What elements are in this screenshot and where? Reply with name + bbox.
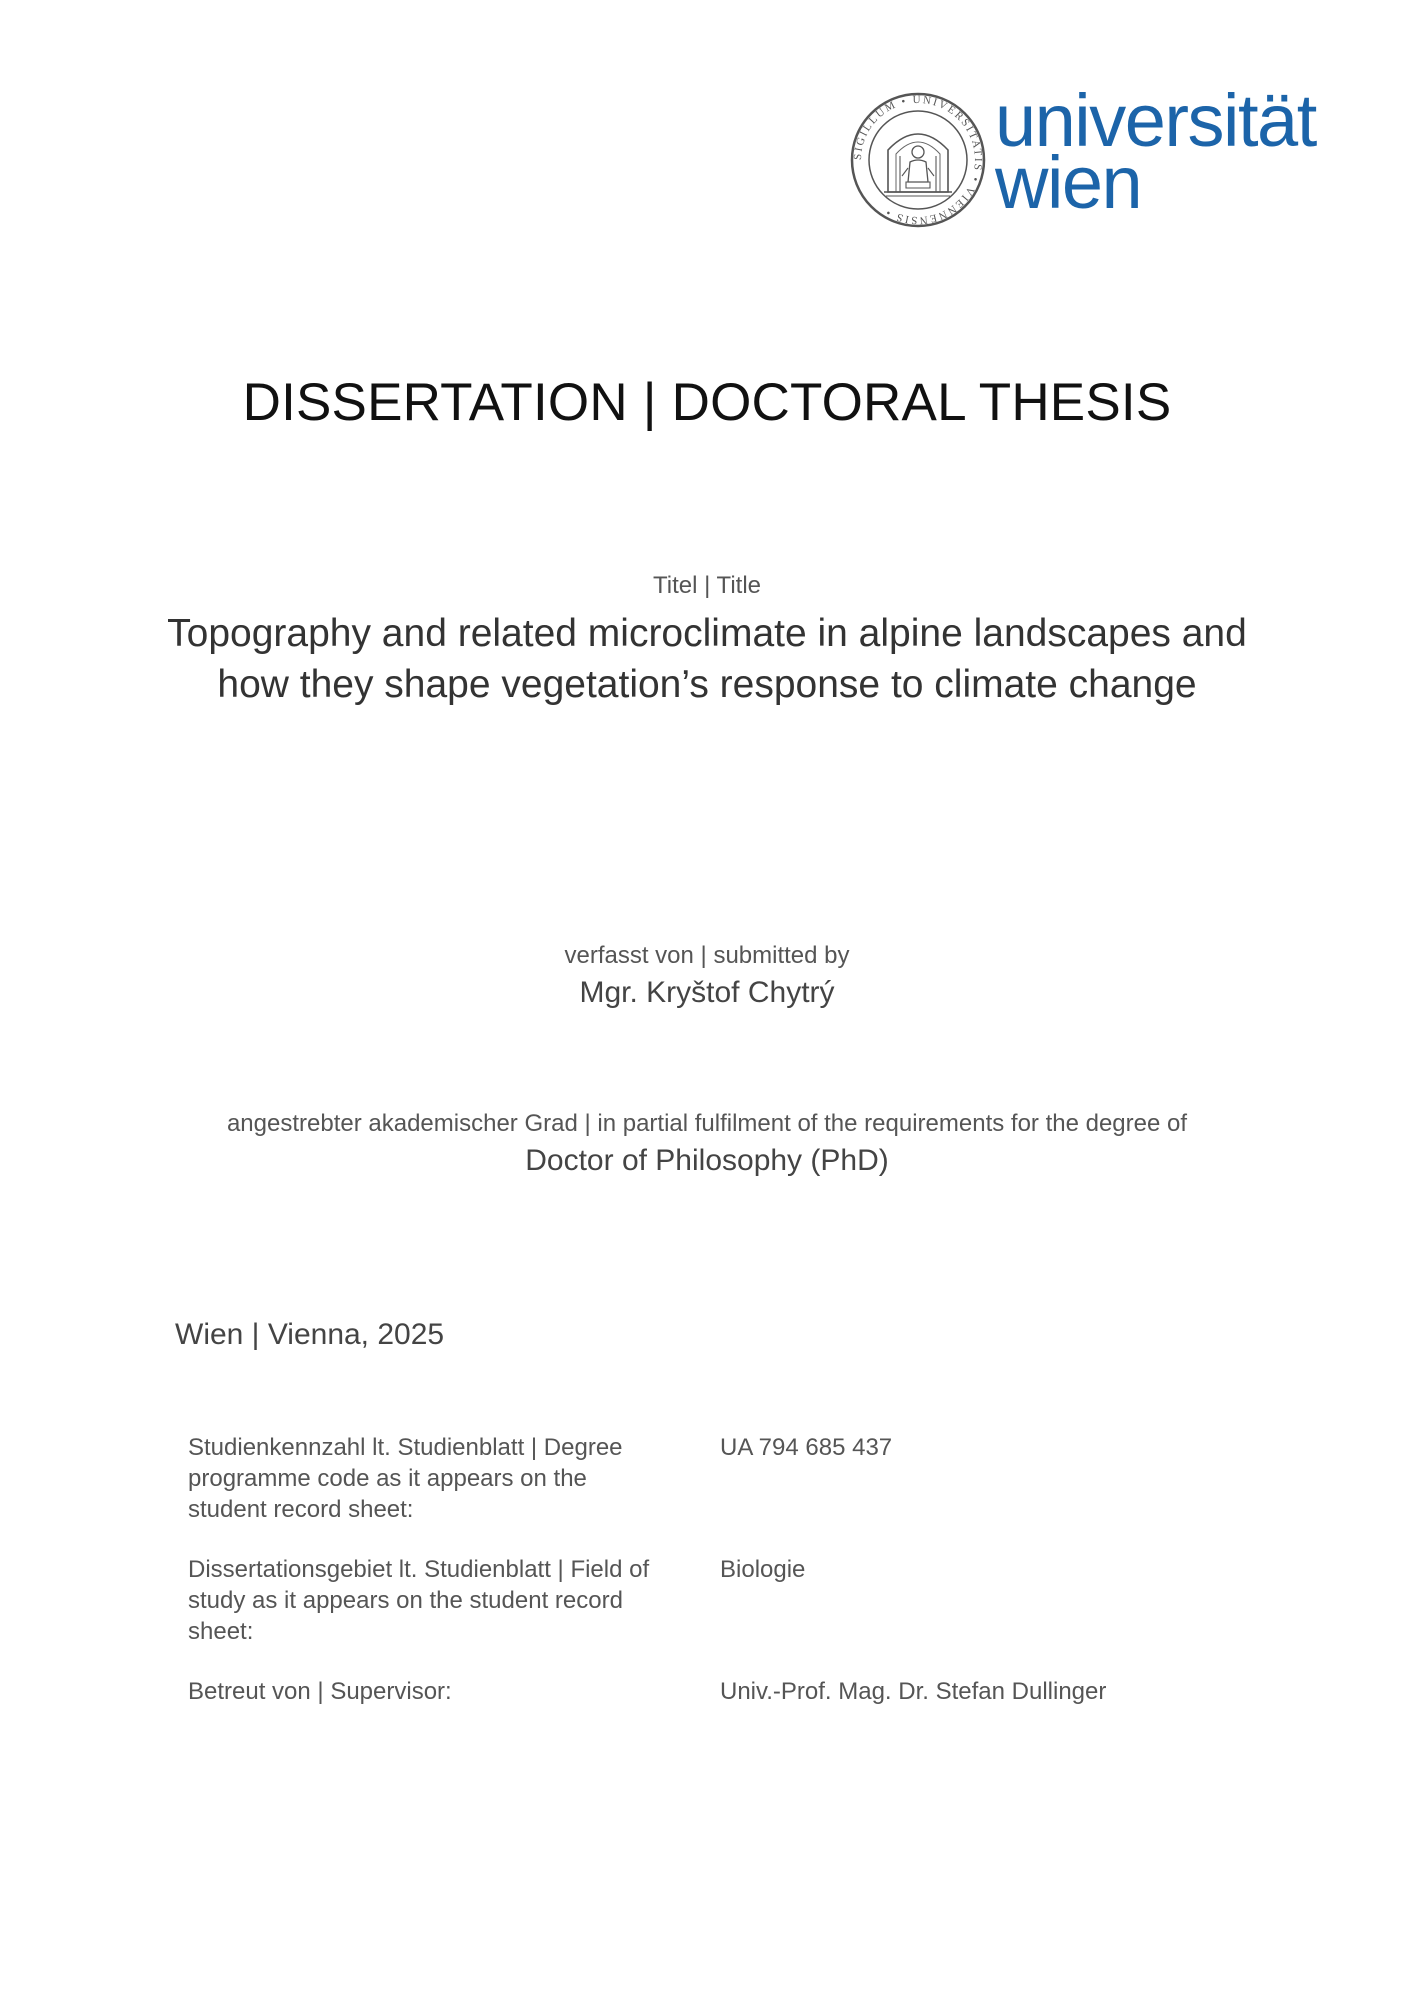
- info-label: [188, 1554, 668, 1647]
- title-label: Titel | Title: [652, 572, 762, 599]
- wordmark-line-2: wien: [995, 141, 1142, 224]
- info-label-line: student record sheet:: [188, 1496, 414, 1523]
- university-logo: [850, 79, 1350, 232]
- info-label: [188, 1432, 668, 1525]
- info-label-line: sheet:: [188, 1618, 254, 1645]
- author-name: Mgr. Kryštof Chytrý: [579, 976, 835, 1009]
- info-row-supervisor: [188, 1676, 1188, 1716]
- degree-name: Doctor of Philosophy (PhD): [525, 1144, 889, 1177]
- info-label-line: Betreut von | Supervisor:: [188, 1678, 452, 1705]
- info-label: [188, 1676, 668, 1707]
- degree-info-table: [188, 1432, 1188, 1716]
- info-row-field-of-study: [188, 1554, 1188, 1676]
- thesis-title: [0, 608, 1414, 710]
- info-label-line: study as it appears on the student record: [188, 1587, 623, 1614]
- degree-label: angestrebter akademischer Grad | in partial fulfilment of the requirements for the degree of: [226, 1110, 1188, 1137]
- svg-text:SIGILLUM • UNIVERSITATIS • VIE: SIGILLUM • UNIVERSITATIS • VIENNENSIS •: [851, 93, 985, 227]
- info-value: Univ.-Prof. Mag. Dr. Stefan Dullinger: [720, 1678, 1107, 1705]
- info-value: UA 794 685 437: [720, 1434, 893, 1461]
- author-section: [0, 942, 1414, 1010]
- info-label-line: Studienkennzahl lt. Studienblatt | Degree: [188, 1434, 623, 1461]
- document-type-heading: DISSERTATION | DOCTORAL THESIS: [242, 373, 1172, 432]
- thesis-title-line: Topography and related microclimate in alpine landscapes and: [167, 612, 1247, 655]
- wordmark-line-1: universität: [995, 79, 1316, 162]
- author-label: verfasst von | submitted by: [564, 942, 850, 969]
- university-seal-icon: [850, 92, 986, 228]
- info-label-line: programme code as it appears on the: [188, 1465, 587, 1492]
- info-row-programme-code: [188, 1432, 1188, 1554]
- info-label-line: Dissertationsgebiet lt. Studienblatt | Field of: [188, 1556, 650, 1583]
- thesis-title-line: how they shape vegetation’s response to climate change: [217, 663, 1197, 706]
- info-value: Biologie: [720, 1556, 806, 1583]
- university-wordmark: [995, 79, 1316, 224]
- place-date: Wien | Vienna, 2025: [175, 1318, 445, 1351]
- degree-section: [0, 1110, 1414, 1178]
- title-section: [0, 572, 1414, 710]
